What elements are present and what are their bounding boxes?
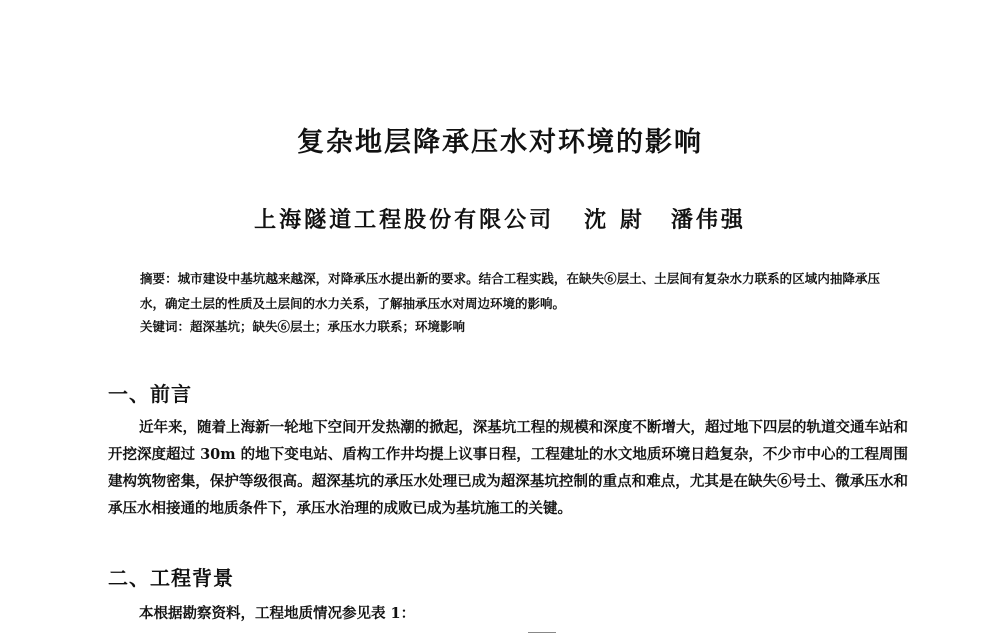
byline [0, 203, 1000, 234]
table-caption-fragment [528, 632, 556, 637]
keywords-text: 超深基坑；缺失⑥层土；承压水力联系；环境影响 [190, 319, 466, 334]
abstract-text: 城市建设中基坑越来越深，对降承压水提出新的要求。结合工程实践，在缺失⑥层土、土层间有复杂水力联系的区域内抽降承压水，确定土层的性质及土层间的水力关系，了解抽承压水对周边环境的影响。 [140, 271, 880, 311]
paragraph-text: 本根据勘察资料，工程地质情况参见表 1： [139, 605, 416, 622]
author-name-1: 沈 尉 [584, 207, 645, 233]
keywords [140, 316, 880, 338]
section-heading-introduction: 一、前言 [108, 382, 192, 406]
section-heading-background: 二、工程背景 [108, 566, 234, 590]
author-organization: 上海隧道工程股份有限公司 [254, 207, 555, 233]
paper-title: 复杂地层降承压水对环境的影响 [297, 127, 703, 158]
abstract [140, 266, 880, 316]
section-paragraph-background [108, 600, 908, 627]
abstract-label: 摘要： [140, 271, 178, 286]
section-paragraph-introduction [108, 414, 908, 522]
paragraph-text: 近年来，随着上海新一轮地下空间开发热潮的掀起，深基坑工程的规模和深度不断增大，超过地下四层的轨道交通车站和开挖深度超过 30m 的地下变电站、盾构工作井均提上议事日程，工程建址的水文地质环境日趋复杂，不少市中心的工程周围建构筑物密集，保护等级很高。超深基坑的承压水处理已成为超深基坑控制的重点和难点，尤其是在缺失⑥号土、微承压水和承压水相接通的地质条件下，承压水治理的成败已成为基坑施工的关键。 [108, 419, 908, 517]
keywords-label: 关键词： [140, 319, 191, 334]
author-name-2: 潘伟强 [670, 207, 746, 233]
